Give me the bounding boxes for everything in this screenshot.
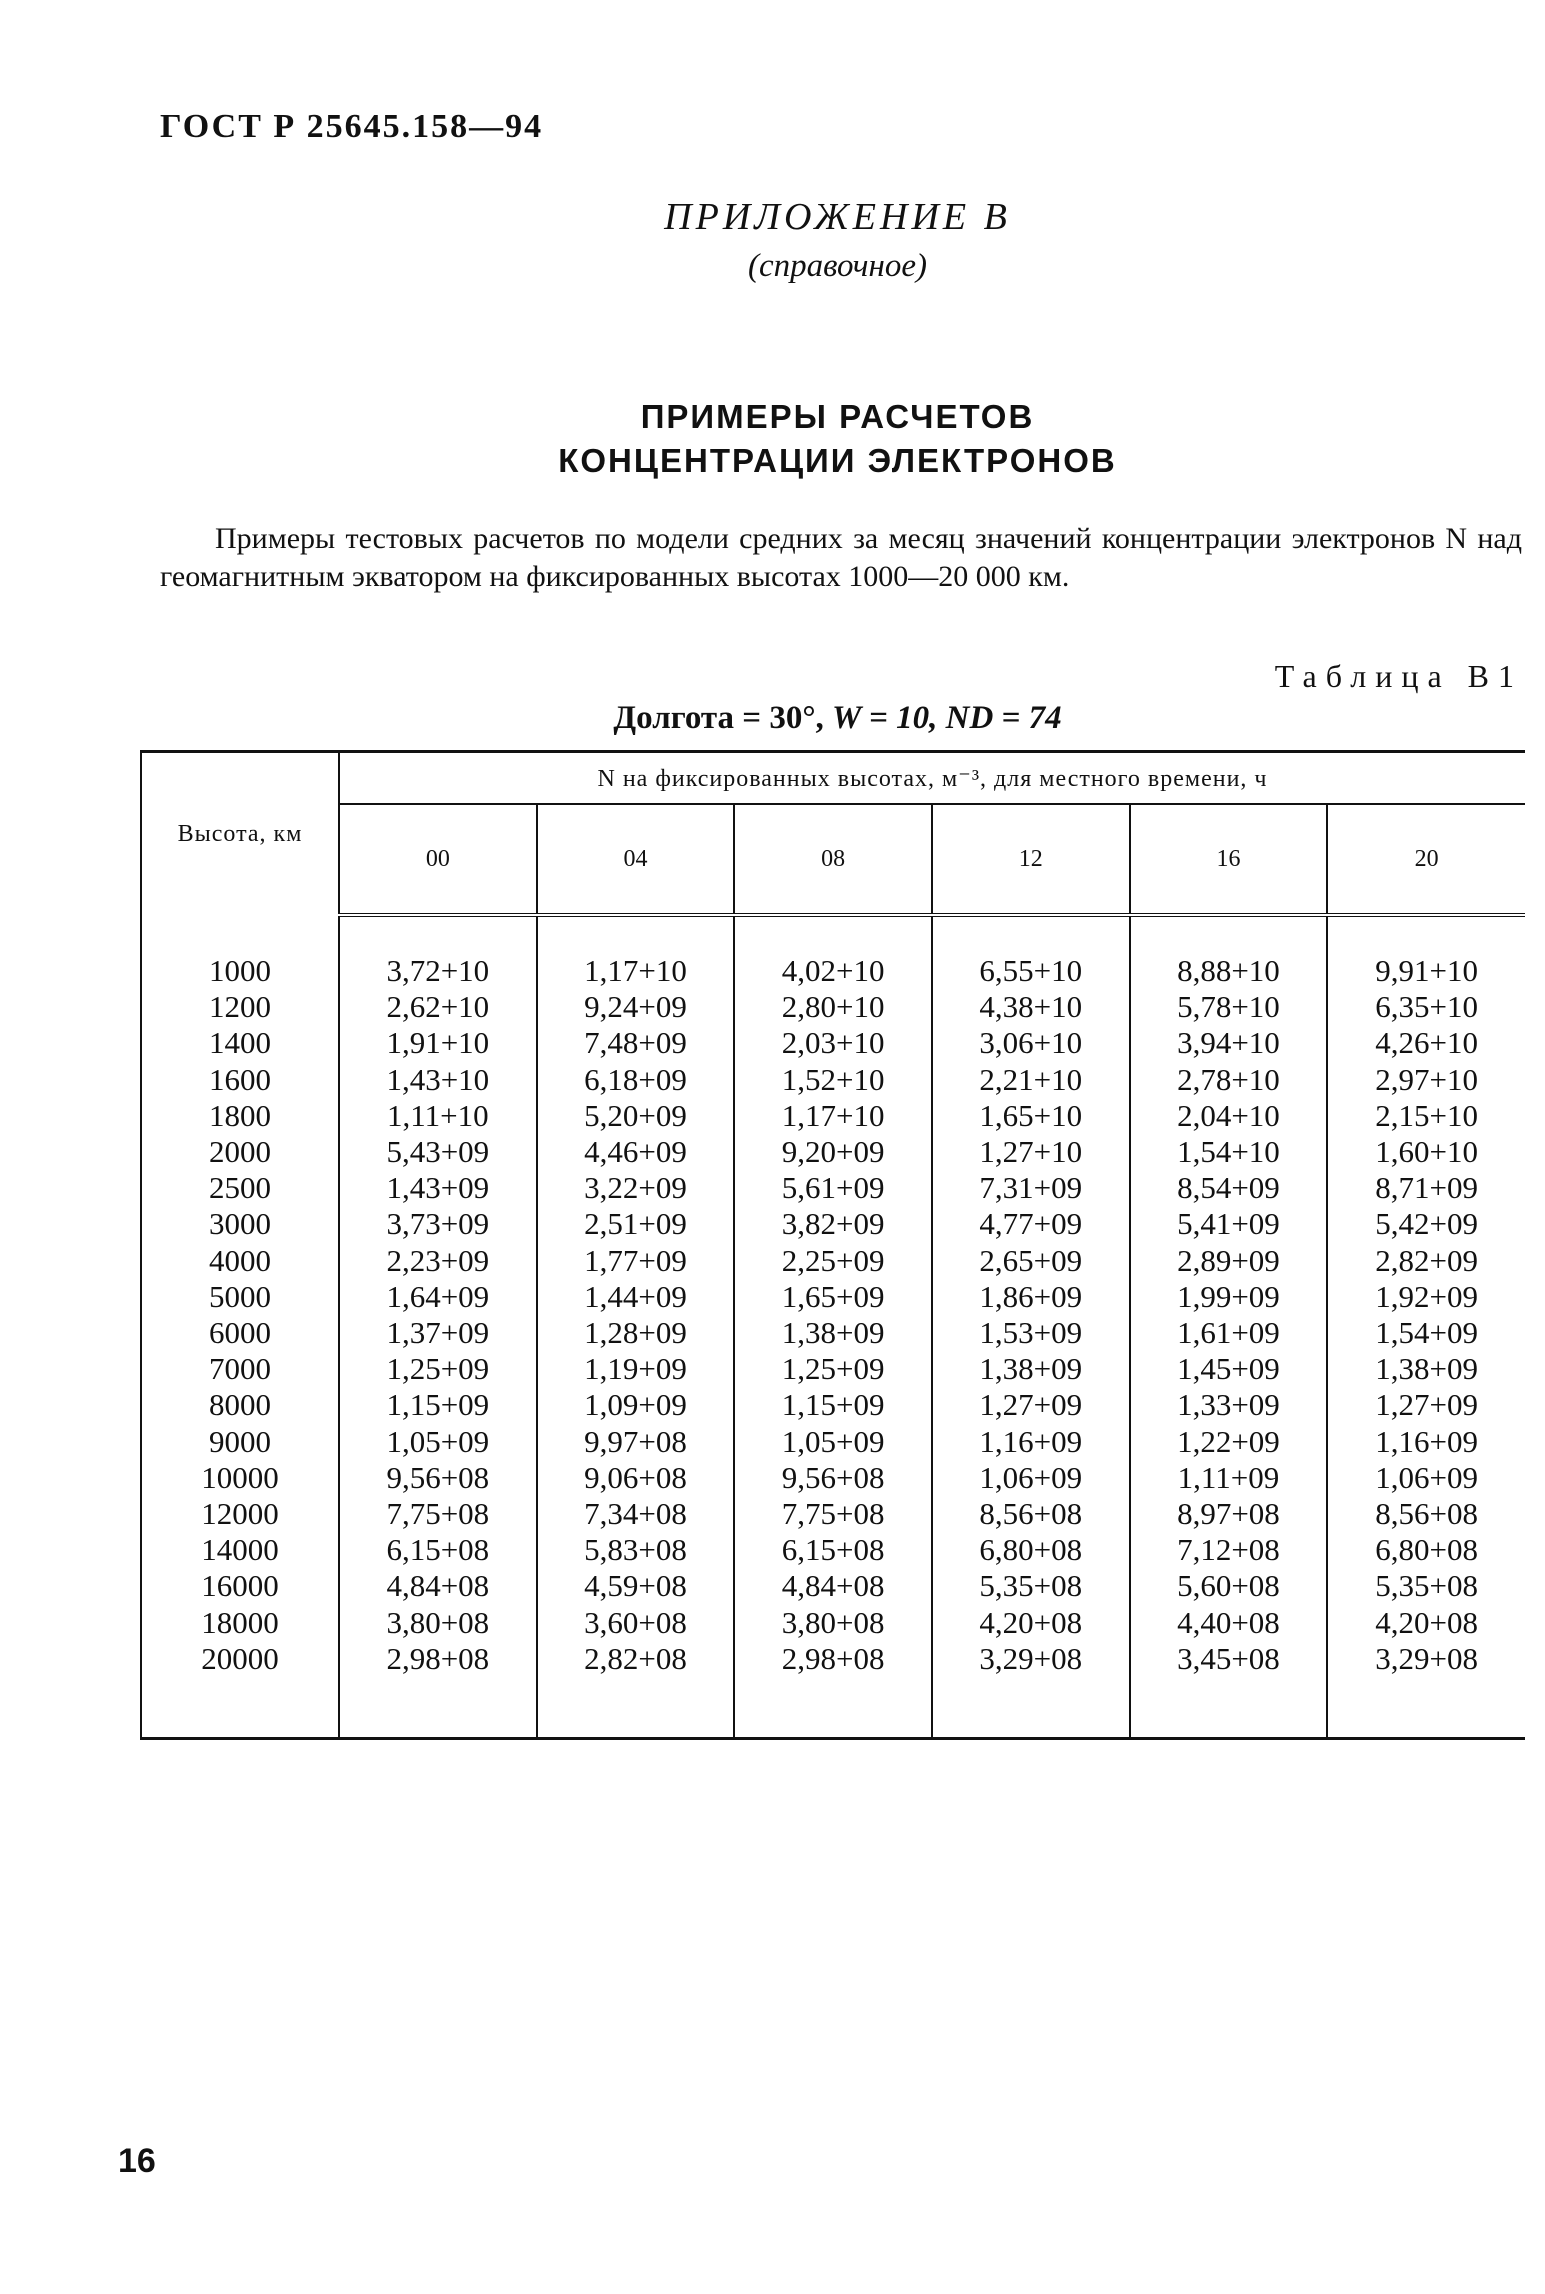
intro-paragraph: Примеры тестовых расчетов по модели средних за месяц значений концентрации электронов N над геомагнитным экватором на фиксированных высотах 1000—20 000 км. (160, 522, 1522, 593)
concentration-value: 2,82+08 (584, 1640, 687, 1676)
value-column-00 (339, 953, 537, 1677)
altitude-value: 1200 (209, 989, 271, 1025)
altitude-value: 2500 (209, 1170, 271, 1206)
concentration-value: 2,21+10 (979, 1061, 1083, 1097)
value-column-12 (932, 953, 1130, 1677)
concentration-value: 7,34+08 (584, 1496, 687, 1532)
concentration-value: 2,97+10 (1375, 1061, 1478, 1097)
concentration-value: 3,22+09 (584, 1170, 687, 1206)
concentration-value: 6,35+10 (1375, 989, 1478, 1025)
concentration-value: 1,25+09 (386, 1351, 490, 1387)
concentration-value: 2,98+08 (386, 1640, 490, 1676)
value-column-20 (1327, 953, 1525, 1677)
concentration-value: 3,29+08 (979, 1640, 1083, 1676)
concentration-value: 2,23+09 (386, 1242, 490, 1278)
concentration-value: 1,19+09 (584, 1351, 687, 1387)
concentration-value: 3,72+10 (386, 953, 490, 988)
concentration-value: 5,78+10 (1177, 989, 1280, 1025)
concentration-value: 1,65+09 (781, 1278, 885, 1314)
altitude-value: 14000 (201, 1532, 279, 1568)
concentration-value: 1,22+09 (1177, 1423, 1280, 1459)
concentration-value: 1,54+09 (1375, 1315, 1478, 1351)
header-group: N на фиксированных высотах, м⁻³, для местного времени, ч (339, 752, 1525, 805)
concentration-value: 9,06+08 (584, 1459, 687, 1495)
concentration-value: 5,20+09 (584, 1097, 687, 1133)
concentration-value: 1,17+10 (781, 1097, 885, 1133)
header-time-04: 04 (537, 804, 735, 915)
appendix-subtitle: (справочное) (748, 248, 927, 284)
concentration-value: 1,28+09 (584, 1315, 687, 1351)
concentration-value: 4,02+10 (781, 953, 885, 988)
concentration-value: 4,20+08 (979, 1604, 1083, 1640)
concentration-value: 1,09+09 (584, 1387, 687, 1423)
altitude-value: 6000 (209, 1315, 271, 1351)
concentration-value: 5,42+09 (1375, 1206, 1478, 1242)
header-time-12: 12 (932, 804, 1130, 915)
concentration-value: 4,26+10 (1375, 1025, 1478, 1061)
concentration-value: 5,35+08 (979, 1568, 1083, 1604)
concentration-value: 3,82+09 (781, 1206, 885, 1242)
value-column-04 (537, 953, 735, 1677)
concentration-value: 2,98+08 (781, 1640, 885, 1676)
concentration-value: 7,75+08 (386, 1496, 490, 1532)
concentration-value: 1,15+09 (781, 1387, 885, 1423)
param-w: W = 10, (832, 700, 938, 736)
concentration-value: 6,80+08 (1375, 1532, 1478, 1568)
concentration-value: 2,04+10 (1177, 1097, 1280, 1133)
concentration-value: 1,37+09 (386, 1315, 490, 1351)
concentration-value: 1,06+09 (979, 1459, 1083, 1495)
concentration-value: 8,54+09 (1177, 1170, 1280, 1206)
concentration-value: 3,80+08 (386, 1604, 490, 1640)
concentration-value: 1,27+09 (1375, 1387, 1478, 1423)
altitude-value: 20000 (201, 1640, 279, 1676)
value-column-08 (734, 953, 932, 1677)
concentration-value: 2,82+09 (1375, 1242, 1478, 1278)
altitude-value: 4000 (209, 1242, 271, 1278)
altitude-value: 5000 (209, 1278, 271, 1314)
altitude-value: 9000 (209, 1423, 271, 1459)
header-time-08: 08 (734, 804, 932, 915)
concentration-value: 1,99+09 (1177, 1278, 1280, 1314)
concentration-value: 7,48+09 (584, 1025, 687, 1061)
concentration-value: 5,43+09 (386, 1134, 490, 1170)
concentration-value: 1,92+09 (1375, 1278, 1478, 1314)
concentration-value: 6,55+10 (979, 953, 1083, 988)
param-longitude: Долгота = 30°, (613, 700, 824, 736)
concentration-value: 7,12+08 (1177, 1532, 1280, 1568)
concentration-value: 1,25+09 (781, 1351, 885, 1387)
concentration-value: 4,59+08 (584, 1568, 687, 1604)
section-heading-line-1: ПРИМЕРЫ РАСЧЕТОВ (640, 398, 1035, 435)
concentration-value: 6,15+08 (386, 1532, 490, 1568)
concentration-value: 1,52+10 (781, 1061, 885, 1097)
concentration-value: 2,03+10 (781, 1025, 885, 1061)
concentration-value: 9,56+08 (781, 1459, 885, 1495)
concentration-value: 3,73+09 (386, 1206, 490, 1242)
concentration-value: 1,05+09 (386, 1423, 490, 1459)
concentration-value: 4,46+09 (584, 1134, 687, 1170)
concentration-value: 9,24+09 (584, 989, 687, 1025)
document-code: ГОСТ Р 25645.158—94 (160, 108, 544, 145)
concentration-value: 8,88+10 (1177, 953, 1280, 988)
concentration-value: 1,27+10 (979, 1134, 1083, 1170)
concentration-value: 2,65+09 (979, 1242, 1083, 1278)
concentration-value: 9,20+09 (781, 1134, 885, 1170)
concentration-value: 1,77+09 (584, 1242, 687, 1278)
concentration-value: 4,84+08 (781, 1568, 885, 1604)
concentration-value: 2,15+10 (1375, 1097, 1478, 1133)
concentration-value: 7,31+09 (979, 1170, 1083, 1206)
altitude-value: 12000 (201, 1496, 279, 1532)
altitude-value: 1800 (209, 1097, 271, 1133)
concentration-value: 1,65+10 (979, 1097, 1083, 1133)
appendix-title: ПРИЛОЖЕНИЕ В (664, 196, 1011, 238)
concentration-value: 6,80+08 (979, 1532, 1083, 1568)
concentration-value: 6,15+08 (781, 1532, 885, 1568)
concentration-value: 5,83+08 (584, 1532, 687, 1568)
header-time-16: 16 (1130, 804, 1328, 915)
concentration-value: 3,29+08 (1375, 1640, 1478, 1676)
table-label: Таблица В1 (1274, 658, 1523, 694)
altitude-value: 2000 (209, 1134, 271, 1170)
concentration-value: 2,89+09 (1177, 1242, 1280, 1278)
concentration-value: 5,35+08 (1375, 1568, 1478, 1604)
concentration-value: 3,06+10 (979, 1025, 1083, 1061)
concentration-value: 3,45+08 (1177, 1640, 1280, 1676)
concentration-value: 1,60+10 (1375, 1134, 1478, 1170)
concentration-value: 2,25+09 (781, 1242, 885, 1278)
header-altitude: Высота, км (141, 752, 339, 916)
concentration-value: 5,41+09 (1177, 1206, 1280, 1242)
page-number: 16 (118, 2142, 156, 2180)
altitude-value: 3000 (209, 1206, 271, 1242)
concentration-value: 1,38+09 (979, 1351, 1083, 1387)
table-parameters (0, 700, 1545, 737)
altitude-value: 18000 (201, 1604, 279, 1640)
concentration-value: 1,64+09 (386, 1278, 490, 1314)
concentration-value: 1,16+09 (1375, 1423, 1478, 1459)
altitude-value: 8000 (209, 1387, 271, 1423)
concentration-value: 1,11+10 (387, 1097, 489, 1133)
concentration-value: 7,75+08 (781, 1496, 885, 1532)
concentration-value: 1,43+09 (386, 1170, 490, 1206)
concentration-value: 1,16+09 (979, 1423, 1083, 1459)
concentration-value: 9,97+08 (584, 1423, 687, 1459)
concentration-value: 1,33+09 (1177, 1387, 1280, 1423)
concentration-value: 1,91+10 (386, 1025, 490, 1061)
concentration-value: 1,43+10 (386, 1061, 490, 1097)
altitude-value: 16000 (201, 1568, 279, 1604)
concentration-value: 5,60+08 (1177, 1568, 1280, 1604)
concentration-value: 1,27+09 (979, 1387, 1083, 1423)
concentration-value: 4,40+08 (1177, 1604, 1280, 1640)
concentration-value: 5,61+09 (781, 1170, 885, 1206)
concentration-value: 3,80+08 (781, 1604, 885, 1640)
concentration-value: 2,51+09 (584, 1206, 687, 1242)
param-nd: ND = 74 (945, 700, 1062, 736)
header-time-20: 20 (1327, 804, 1525, 915)
value-column-16 (1130, 953, 1328, 1677)
concentration-value: 1,15+09 (386, 1387, 490, 1423)
altitude-value: 10000 (201, 1459, 279, 1495)
concentration-value: 1,06+09 (1375, 1459, 1478, 1495)
electron-concentration-table (140, 750, 1525, 1740)
concentration-value: 1,17+10 (584, 953, 687, 988)
concentration-value: 9,91+10 (1375, 953, 1478, 988)
concentration-value: 2,78+10 (1177, 1061, 1280, 1097)
concentration-value: 3,94+10 (1177, 1025, 1280, 1061)
concentration-value: 1,86+09 (979, 1278, 1083, 1314)
concentration-value: 1,38+09 (1375, 1351, 1478, 1387)
concentration-value: 1,53+09 (979, 1315, 1083, 1351)
section-heading-line-2: КОНЦЕНТРАЦИИ ЭЛЕКТРОНОВ (558, 442, 1117, 479)
concentration-value: 4,20+08 (1375, 1604, 1478, 1640)
concentration-value: 1,45+09 (1177, 1351, 1280, 1387)
concentration-value: 8,97+08 (1177, 1496, 1280, 1532)
concentration-value: 4,84+08 (386, 1568, 490, 1604)
concentration-value: 6,18+09 (584, 1061, 687, 1097)
concentration-value: 9,56+08 (386, 1459, 490, 1495)
concentration-value: 2,62+10 (386, 989, 490, 1025)
altitude-value: 7000 (209, 1351, 271, 1387)
concentration-value: 1,11+09 (1177, 1459, 1280, 1495)
altitude-column (141, 953, 339, 1677)
header-time-00: 00 (339, 804, 537, 915)
concentration-value: 4,38+10 (979, 989, 1083, 1025)
altitude-value: 1000 (209, 953, 271, 988)
concentration-value: 1,38+09 (781, 1315, 885, 1351)
concentration-value: 8,56+08 (979, 1496, 1083, 1532)
concentration-value: 4,77+09 (979, 1206, 1083, 1242)
altitude-value: 1400 (209, 1025, 271, 1061)
altitude-value: 1600 (209, 1061, 271, 1097)
concentration-value: 1,54+10 (1177, 1134, 1280, 1170)
concentration-value: 1,05+09 (781, 1423, 885, 1459)
concentration-value: 8,71+09 (1375, 1170, 1478, 1206)
concentration-value: 8,56+08 (1375, 1496, 1478, 1532)
concentration-value: 1,44+09 (584, 1278, 687, 1314)
concentration-value: 3,60+08 (584, 1604, 687, 1640)
concentration-value: 2,80+10 (781, 989, 885, 1025)
concentration-value: 1,61+09 (1177, 1315, 1280, 1351)
